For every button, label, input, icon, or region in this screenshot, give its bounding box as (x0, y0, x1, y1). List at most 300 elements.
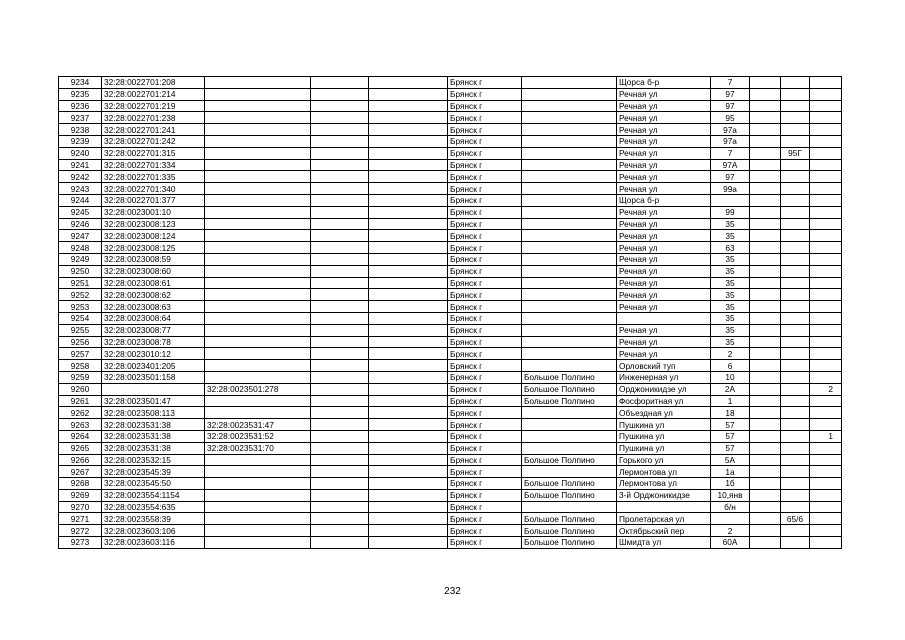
cell-col-5 (369, 513, 448, 525)
cell-street: Речная ул (617, 135, 711, 147)
cell-col-4 (311, 371, 369, 383)
cell-cadastral-number: 32:28:0022701:238 (102, 112, 205, 124)
cell-cadastral-number: 32:28:0023545:39 (102, 466, 205, 478)
table-row (59, 348, 842, 360)
cell-related-cadastral-number (205, 407, 311, 419)
table-row (59, 171, 842, 183)
cell-col-5 (369, 395, 448, 407)
cell-col-10 (750, 442, 781, 454)
cell-col-10 (750, 525, 781, 537)
cell-row-number: 9260 (59, 383, 102, 395)
cell-cadastral-number: 32:28:0022701:377 (102, 194, 205, 206)
cell-row-number: 9271 (59, 513, 102, 525)
cell-locality (522, 230, 617, 242)
cell-locality (522, 277, 617, 289)
cell-row-number: 9250 (59, 265, 102, 277)
cell-street: Лермонтова ул (617, 478, 711, 490)
cell-col-10 (750, 301, 781, 313)
cell-col-12 (810, 77, 842, 89)
page-number: 232 (444, 586, 461, 597)
cell-col-10 (750, 360, 781, 372)
cell-col-5 (369, 407, 448, 419)
cell-col-10 (750, 324, 781, 336)
table-row (59, 336, 842, 348)
table-row (59, 242, 842, 254)
table-row (59, 466, 842, 478)
cell-row-number: 9256 (59, 336, 102, 348)
cell-building (781, 100, 810, 112)
table-row (59, 324, 842, 336)
cell-city: Брянск г (448, 230, 522, 242)
cell-col-5 (369, 242, 448, 254)
cell-cadastral-number: 32:28:0023558:39 (102, 513, 205, 525)
cell-col-12: 2 (810, 383, 842, 395)
cell-col-4 (311, 312, 369, 324)
cell-col-5 (369, 124, 448, 136)
cell-related-cadastral-number (205, 289, 311, 301)
cell-col-10 (750, 183, 781, 195)
cell-col-10 (750, 478, 781, 490)
table-row (59, 395, 842, 407)
cell-city: Брянск г (448, 419, 522, 431)
cell-col-5 (369, 289, 448, 301)
cell-col-4 (311, 230, 369, 242)
table-row (59, 289, 842, 301)
cell-building (781, 218, 810, 230)
cell-related-cadastral-number (205, 218, 311, 230)
cell-col-5 (369, 348, 448, 360)
cell-city: Брянск г (448, 147, 522, 159)
cell-col-12 (810, 489, 842, 501)
cell-locality (522, 112, 617, 124)
cell-related-cadastral-number (205, 537, 311, 549)
cell-col-4 (311, 489, 369, 501)
table-row (59, 454, 842, 466)
cell-row-number: 9251 (59, 277, 102, 289)
cell-col-10 (750, 336, 781, 348)
cell-cadastral-number: 32:28:0023554:635 (102, 501, 205, 513)
cell-row-number: 9259 (59, 371, 102, 383)
cell-city: Брянск г (448, 407, 522, 419)
cell-locality (522, 289, 617, 301)
table-row (59, 147, 842, 159)
cell-city: Брянск г (448, 324, 522, 336)
cell-street: Пушкина ул (617, 442, 711, 454)
cell-street: Фосфоритная ул (617, 395, 711, 407)
cell-row-number: 9242 (59, 171, 102, 183)
cell-building (781, 88, 810, 100)
cell-locality (522, 88, 617, 100)
cell-building (781, 348, 810, 360)
cell-house-number: 35 (711, 230, 750, 242)
table-row (59, 383, 842, 395)
cell-col-5 (369, 135, 448, 147)
cell-row-number: 9236 (59, 100, 102, 112)
table-body (59, 77, 842, 549)
cell-house-number: 2 (711, 525, 750, 537)
cell-col-4 (311, 466, 369, 478)
cell-related-cadastral-number (205, 348, 311, 360)
cell-building (781, 324, 810, 336)
table-row (59, 135, 842, 147)
cell-building (781, 489, 810, 501)
cell-col-4 (311, 242, 369, 254)
cell-house-number: 7 (711, 147, 750, 159)
cell-building (781, 289, 810, 301)
table-row (59, 301, 842, 313)
cell-building (781, 265, 810, 277)
cell-col-4 (311, 336, 369, 348)
cell-related-cadastral-number (205, 466, 311, 478)
cell-row-number: 9254 (59, 312, 102, 324)
cell-col-4 (311, 348, 369, 360)
cell-house-number: 35 (711, 324, 750, 336)
cell-col-10 (750, 395, 781, 407)
cell-locality (522, 407, 617, 419)
cell-row-number: 9248 (59, 242, 102, 254)
cell-locality: Большое Полпино (522, 383, 617, 395)
cell-col-5 (369, 277, 448, 289)
cell-col-4 (311, 442, 369, 454)
cell-building (781, 312, 810, 324)
cell-city: Брянск г (448, 454, 522, 466)
cell-street (617, 501, 711, 513)
cadastral-table (58, 76, 842, 549)
cell-house-number: 10,янв (711, 489, 750, 501)
cell-city: Брянск г (448, 206, 522, 218)
cell-col-4 (311, 100, 369, 112)
cell-related-cadastral-number (205, 454, 311, 466)
cell-col-4 (311, 525, 369, 537)
cell-col-4 (311, 77, 369, 89)
cell-street: Горького ул (617, 454, 711, 466)
cell-cadastral-number: 32:28:0023008:61 (102, 277, 205, 289)
cell-related-cadastral-number (205, 336, 311, 348)
cell-locality (522, 242, 617, 254)
cell-col-4 (311, 206, 369, 218)
cell-cadastral-number: 32:28:0023008:78 (102, 336, 205, 348)
cell-col-10 (750, 230, 781, 242)
cell-house-number: 95 (711, 112, 750, 124)
cell-col-4 (311, 277, 369, 289)
cell-col-10 (750, 218, 781, 230)
cell-city: Брянск г (448, 336, 522, 348)
cell-city: Брянск г (448, 277, 522, 289)
cell-cadastral-number: 32:28:0023554:1154 (102, 489, 205, 501)
cell-col-10 (750, 513, 781, 525)
table-row (59, 265, 842, 277)
cell-row-number: 9244 (59, 194, 102, 206)
table-row (59, 407, 842, 419)
cell-col-5 (369, 183, 448, 195)
cell-row-number: 9249 (59, 253, 102, 265)
cell-row-number: 9263 (59, 419, 102, 431)
cell-house-number: б/н (711, 501, 750, 513)
cell-street: Речная ул (617, 253, 711, 265)
cell-col-12 (810, 407, 842, 419)
cell-house-number: 6 (711, 360, 750, 372)
cell-col-12 (810, 312, 842, 324)
cell-row-number: 9252 (59, 289, 102, 301)
cell-col-12 (810, 112, 842, 124)
table-row (59, 442, 842, 454)
cell-building (781, 253, 810, 265)
cell-col-4 (311, 124, 369, 136)
cell-col-12 (810, 301, 842, 313)
cell-col-12 (810, 419, 842, 431)
cell-street: Щорса б-р (617, 194, 711, 206)
cell-cadastral-number: 32:28:0023008:125 (102, 242, 205, 254)
cell-street (617, 312, 711, 324)
table-row (59, 206, 842, 218)
cell-street: Речная ул (617, 242, 711, 254)
cell-building (781, 124, 810, 136)
cell-col-12 (810, 454, 842, 466)
cell-col-5 (369, 324, 448, 336)
cell-col-5 (369, 466, 448, 478)
cell-city: Брянск г (448, 124, 522, 136)
cell-col-12 (810, 171, 842, 183)
cell-related-cadastral-number (205, 183, 311, 195)
cell-locality: Большое Полпино (522, 513, 617, 525)
cell-building (781, 407, 810, 419)
cell-street: Речная ул (617, 336, 711, 348)
cell-street: Пушкина ул (617, 430, 711, 442)
cell-related-cadastral-number (205, 513, 311, 525)
cell-house-number: 7 (711, 77, 750, 89)
cell-col-12 (810, 537, 842, 549)
cell-col-10 (750, 501, 781, 513)
cell-street: Речная ул (617, 230, 711, 242)
cell-col-12 (810, 194, 842, 206)
cell-col-5 (369, 159, 448, 171)
cell-related-cadastral-number (205, 277, 311, 289)
cell-house-number: 57 (711, 419, 750, 431)
cell-city: Брянск г (448, 159, 522, 171)
cell-related-cadastral-number (205, 100, 311, 112)
cell-col-10 (750, 537, 781, 549)
cell-house-number (711, 513, 750, 525)
cell-locality (522, 124, 617, 136)
table-row (59, 513, 842, 525)
cell-house-number: 63 (711, 242, 750, 254)
cell-row-number: 9266 (59, 454, 102, 466)
cell-house-number: 99 (711, 206, 750, 218)
cell-building (781, 336, 810, 348)
cell-street: Речная ул (617, 265, 711, 277)
cell-locality: Большое Полпино (522, 371, 617, 383)
cell-col-4 (311, 171, 369, 183)
cell-row-number: 9257 (59, 348, 102, 360)
cell-related-cadastral-number: 32:28:0023501:278 (205, 383, 311, 395)
cell-row-number: 9262 (59, 407, 102, 419)
cell-house-number: 35 (711, 289, 750, 301)
cell-city: Брянск г (448, 489, 522, 501)
cell-house-number: 35 (711, 312, 750, 324)
cell-locality (522, 348, 617, 360)
cell-col-12 (810, 277, 842, 289)
cell-col-10 (750, 430, 781, 442)
cell-cadastral-number: 32:28:0023603:116 (102, 537, 205, 549)
cell-row-number: 9269 (59, 489, 102, 501)
cell-col-5 (369, 171, 448, 183)
cell-house-number: 35 (711, 253, 750, 265)
cell-cadastral-number: 32:28:0023508:113 (102, 407, 205, 419)
cell-street: Речная ул (617, 147, 711, 159)
cell-building: 65/6 (781, 513, 810, 525)
cell-col-5 (369, 77, 448, 89)
cell-street: Речная ул (617, 218, 711, 230)
cell-col-5 (369, 489, 448, 501)
cell-house-number: 10 (711, 371, 750, 383)
table-row (59, 159, 842, 171)
cell-related-cadastral-number: 32:28:0023531:47 (205, 419, 311, 431)
cell-col-5 (369, 501, 448, 513)
cell-row-number: 9267 (59, 466, 102, 478)
cell-col-10 (750, 348, 781, 360)
cell-col-4 (311, 183, 369, 195)
cell-row-number: 9238 (59, 124, 102, 136)
cell-col-10 (750, 454, 781, 466)
cell-street: Лермонтова ул (617, 466, 711, 478)
cell-locality (522, 159, 617, 171)
cell-col-5 (369, 383, 448, 395)
cell-col-12 (810, 466, 842, 478)
cell-col-4 (311, 454, 369, 466)
cell-col-5 (369, 312, 448, 324)
cell-locality (522, 419, 617, 431)
cell-col-5 (369, 371, 448, 383)
cell-house-number: 99а (711, 183, 750, 195)
cell-cadastral-number: 32:28:0022701:214 (102, 88, 205, 100)
cell-locality (522, 135, 617, 147)
table-row (59, 100, 842, 112)
cell-street: Пролетарская ул (617, 513, 711, 525)
cell-col-10 (750, 77, 781, 89)
cell-row-number: 9261 (59, 395, 102, 407)
table-row (59, 230, 842, 242)
cell-cadastral-number: 32:28:0022701:242 (102, 135, 205, 147)
cell-col-5 (369, 478, 448, 490)
cell-row-number: 9253 (59, 301, 102, 313)
cell-row-number: 9234 (59, 77, 102, 89)
cell-col-5 (369, 336, 448, 348)
cell-house-number: 35 (711, 265, 750, 277)
cell-col-5 (369, 419, 448, 431)
cell-street: Речная ул (617, 183, 711, 195)
cell-cadastral-number: 32:28:0023532:15 (102, 454, 205, 466)
cell-house-number (711, 194, 750, 206)
cell-locality (522, 77, 617, 89)
cell-house-number: 57 (711, 430, 750, 442)
cell-house-number: 97а (711, 135, 750, 147)
cell-col-4 (311, 194, 369, 206)
cell-cadastral-number: 32:28:0023008:59 (102, 253, 205, 265)
cell-col-5 (369, 206, 448, 218)
table-row (59, 112, 842, 124)
cell-col-5 (369, 88, 448, 100)
cell-street: Пушкина ул (617, 419, 711, 431)
cell-col-4 (311, 395, 369, 407)
cell-cadastral-number: 32:28:0023001:10 (102, 206, 205, 218)
cell-street: Речная ул (617, 171, 711, 183)
cell-house-number: 97 (711, 88, 750, 100)
cell-street: Речная ул (617, 277, 711, 289)
cell-house-number: 97а (711, 124, 750, 136)
cell-related-cadastral-number (205, 242, 311, 254)
cell-related-cadastral-number (205, 88, 311, 100)
cell-building (781, 466, 810, 478)
cell-col-4 (311, 265, 369, 277)
cell-related-cadastral-number (205, 112, 311, 124)
cell-col-12 (810, 147, 842, 159)
table-row (59, 253, 842, 265)
cell-city: Брянск г (448, 289, 522, 301)
table-row (59, 419, 842, 431)
cell-street: Октябрьский пер (617, 525, 711, 537)
cell-col-4 (311, 301, 369, 313)
table-row (59, 277, 842, 289)
cell-city: Брянск г (448, 430, 522, 442)
cell-locality: Большое Полпино (522, 489, 617, 501)
cell-city: Брянск г (448, 395, 522, 407)
cell-street: Речная ул (617, 206, 711, 218)
cell-col-12 (810, 324, 842, 336)
cell-col-10 (750, 147, 781, 159)
cell-building (781, 206, 810, 218)
cell-locality (522, 206, 617, 218)
cell-city: Брянск г (448, 88, 522, 100)
cell-col-5 (369, 525, 448, 537)
cell-col-4 (311, 478, 369, 490)
cell-col-12 (810, 395, 842, 407)
cell-house-number: 1б (711, 478, 750, 490)
cell-building (781, 383, 810, 395)
cell-col-12 (810, 230, 842, 242)
cell-col-12 (810, 525, 842, 537)
cell-locality (522, 501, 617, 513)
cell-locality (522, 442, 617, 454)
cell-col-5 (369, 360, 448, 372)
cell-house-number: 57 (711, 442, 750, 454)
cell-cadastral-number: 32:28:0023531:38 (102, 442, 205, 454)
cell-locality (522, 183, 617, 195)
cell-locality (522, 312, 617, 324)
cell-building (781, 159, 810, 171)
cell-building (781, 77, 810, 89)
cell-related-cadastral-number (205, 478, 311, 490)
cell-col-12 (810, 253, 842, 265)
cell-street: Речная ул (617, 159, 711, 171)
cell-building (781, 537, 810, 549)
cell-building (781, 171, 810, 183)
cell-col-4 (311, 289, 369, 301)
cell-street: Щорса б-р (617, 77, 711, 89)
cell-col-12 (810, 513, 842, 525)
cell-col-12 (810, 289, 842, 301)
cell-col-10 (750, 265, 781, 277)
cell-street: Речная ул (617, 289, 711, 301)
cell-house-number: 2 (711, 348, 750, 360)
cell-cadastral-number: 32:28:0022701:219 (102, 100, 205, 112)
cell-house-number: 1а (711, 466, 750, 478)
cell-row-number: 9235 (59, 88, 102, 100)
cell-street: Шмидта ул (617, 537, 711, 549)
cell-row-number: 9255 (59, 324, 102, 336)
cell-city: Брянск г (448, 513, 522, 525)
cell-building (781, 454, 810, 466)
cell-house-number: 35 (711, 336, 750, 348)
